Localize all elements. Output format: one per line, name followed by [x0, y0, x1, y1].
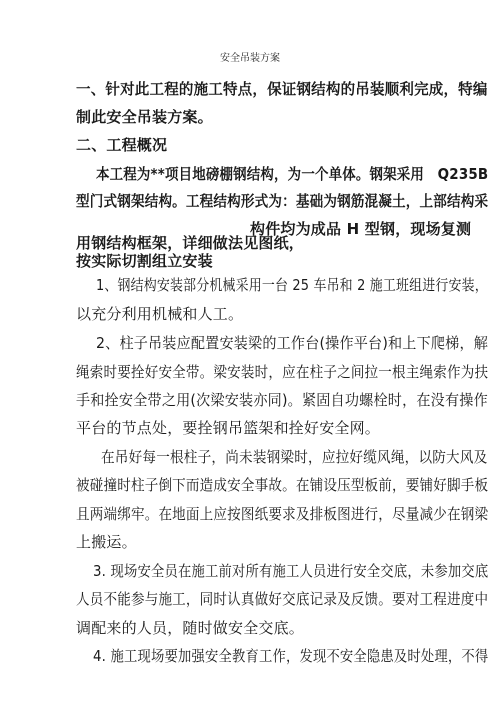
item-3-line-2: 人员不能参与施工，同时认真做好交底记录及反馈。要对工程进度中: [76, 590, 489, 608]
item-2-line-1: 2、柱子吊装应配置安装梁的工作台(操作平台)和上下爬梯，解: [96, 334, 489, 352]
section-heading-overview: 二、工程概况: [76, 136, 168, 154]
item-1-line-2: 以充分利用机械和人工。: [76, 305, 244, 323]
document-title: 安全吊装方案: [220, 53, 280, 64]
item-2b-line-2: 被碰撞时柱子倒下而造成安全事故。在铺设压型板前，要铺好脚手板: [76, 476, 489, 494]
item-4-line-1: 4. 施工现场要加强安全教育工作，发现不安全隐患及时处理，不得: [93, 647, 489, 665]
item-2b-line-1: 在吊好每一根柱子，尚未装钢梁时，应拉好缆风绳，以防大风及: [101, 448, 488, 466]
para-purpose-line-1: 一、针对此工程的施工特点，保证钢结构的吊装顺利完成，特编: [76, 80, 488, 98]
overview-line-5: 按实际切割组立安装: [76, 252, 213, 270]
overview-line-2: 型门式钢架结构。工程结构形式为：基础为钢筋混凝土，上部结构采: [76, 192, 489, 210]
item-3-line-3: 调配来的人员，随时做安全交底。: [76, 619, 305, 637]
overview-line-3: 构件均为成品 H 型钢，现场复测: [250, 220, 472, 238]
item-2-line-3: 手和拴安全带之用(次梁安装亦同)。紧固自功螺栓时，在没有操作: [76, 391, 488, 409]
para-purpose-line-2: 制此安全吊装方案。: [76, 108, 213, 126]
overview-line-1: 本工程为**项目地磅棚钢结构，为一个单体。钢架采用 Q235B: [96, 165, 489, 183]
overview-line-4: 用钢结构框架，详细做法见图纸，: [76, 234, 305, 252]
item-3-line-1: 3. 现场安全员在施工前对所有施工人员进行安全交底，未参加交底: [93, 562, 489, 580]
item-2-line-2: 绳索时要拴好安全带。梁安装时，应在柱子之间拉一根主绳索作为扶: [76, 363, 489, 381]
item-2b-line-4: 上搬运。: [76, 533, 137, 551]
item-2b-line-3: 且两端绑牢。在地面上应按图纸要求及排板图进行，尽量减少在钢梁: [76, 505, 489, 523]
item-2-line-4: 平台的节点处，要拴钢吊篮架和拴好安全网。: [76, 419, 381, 437]
item-1-line-1: 1、钢结构安装部分机械采用一台 25 车吊和 2 施工班组进行安装，: [96, 276, 488, 294]
